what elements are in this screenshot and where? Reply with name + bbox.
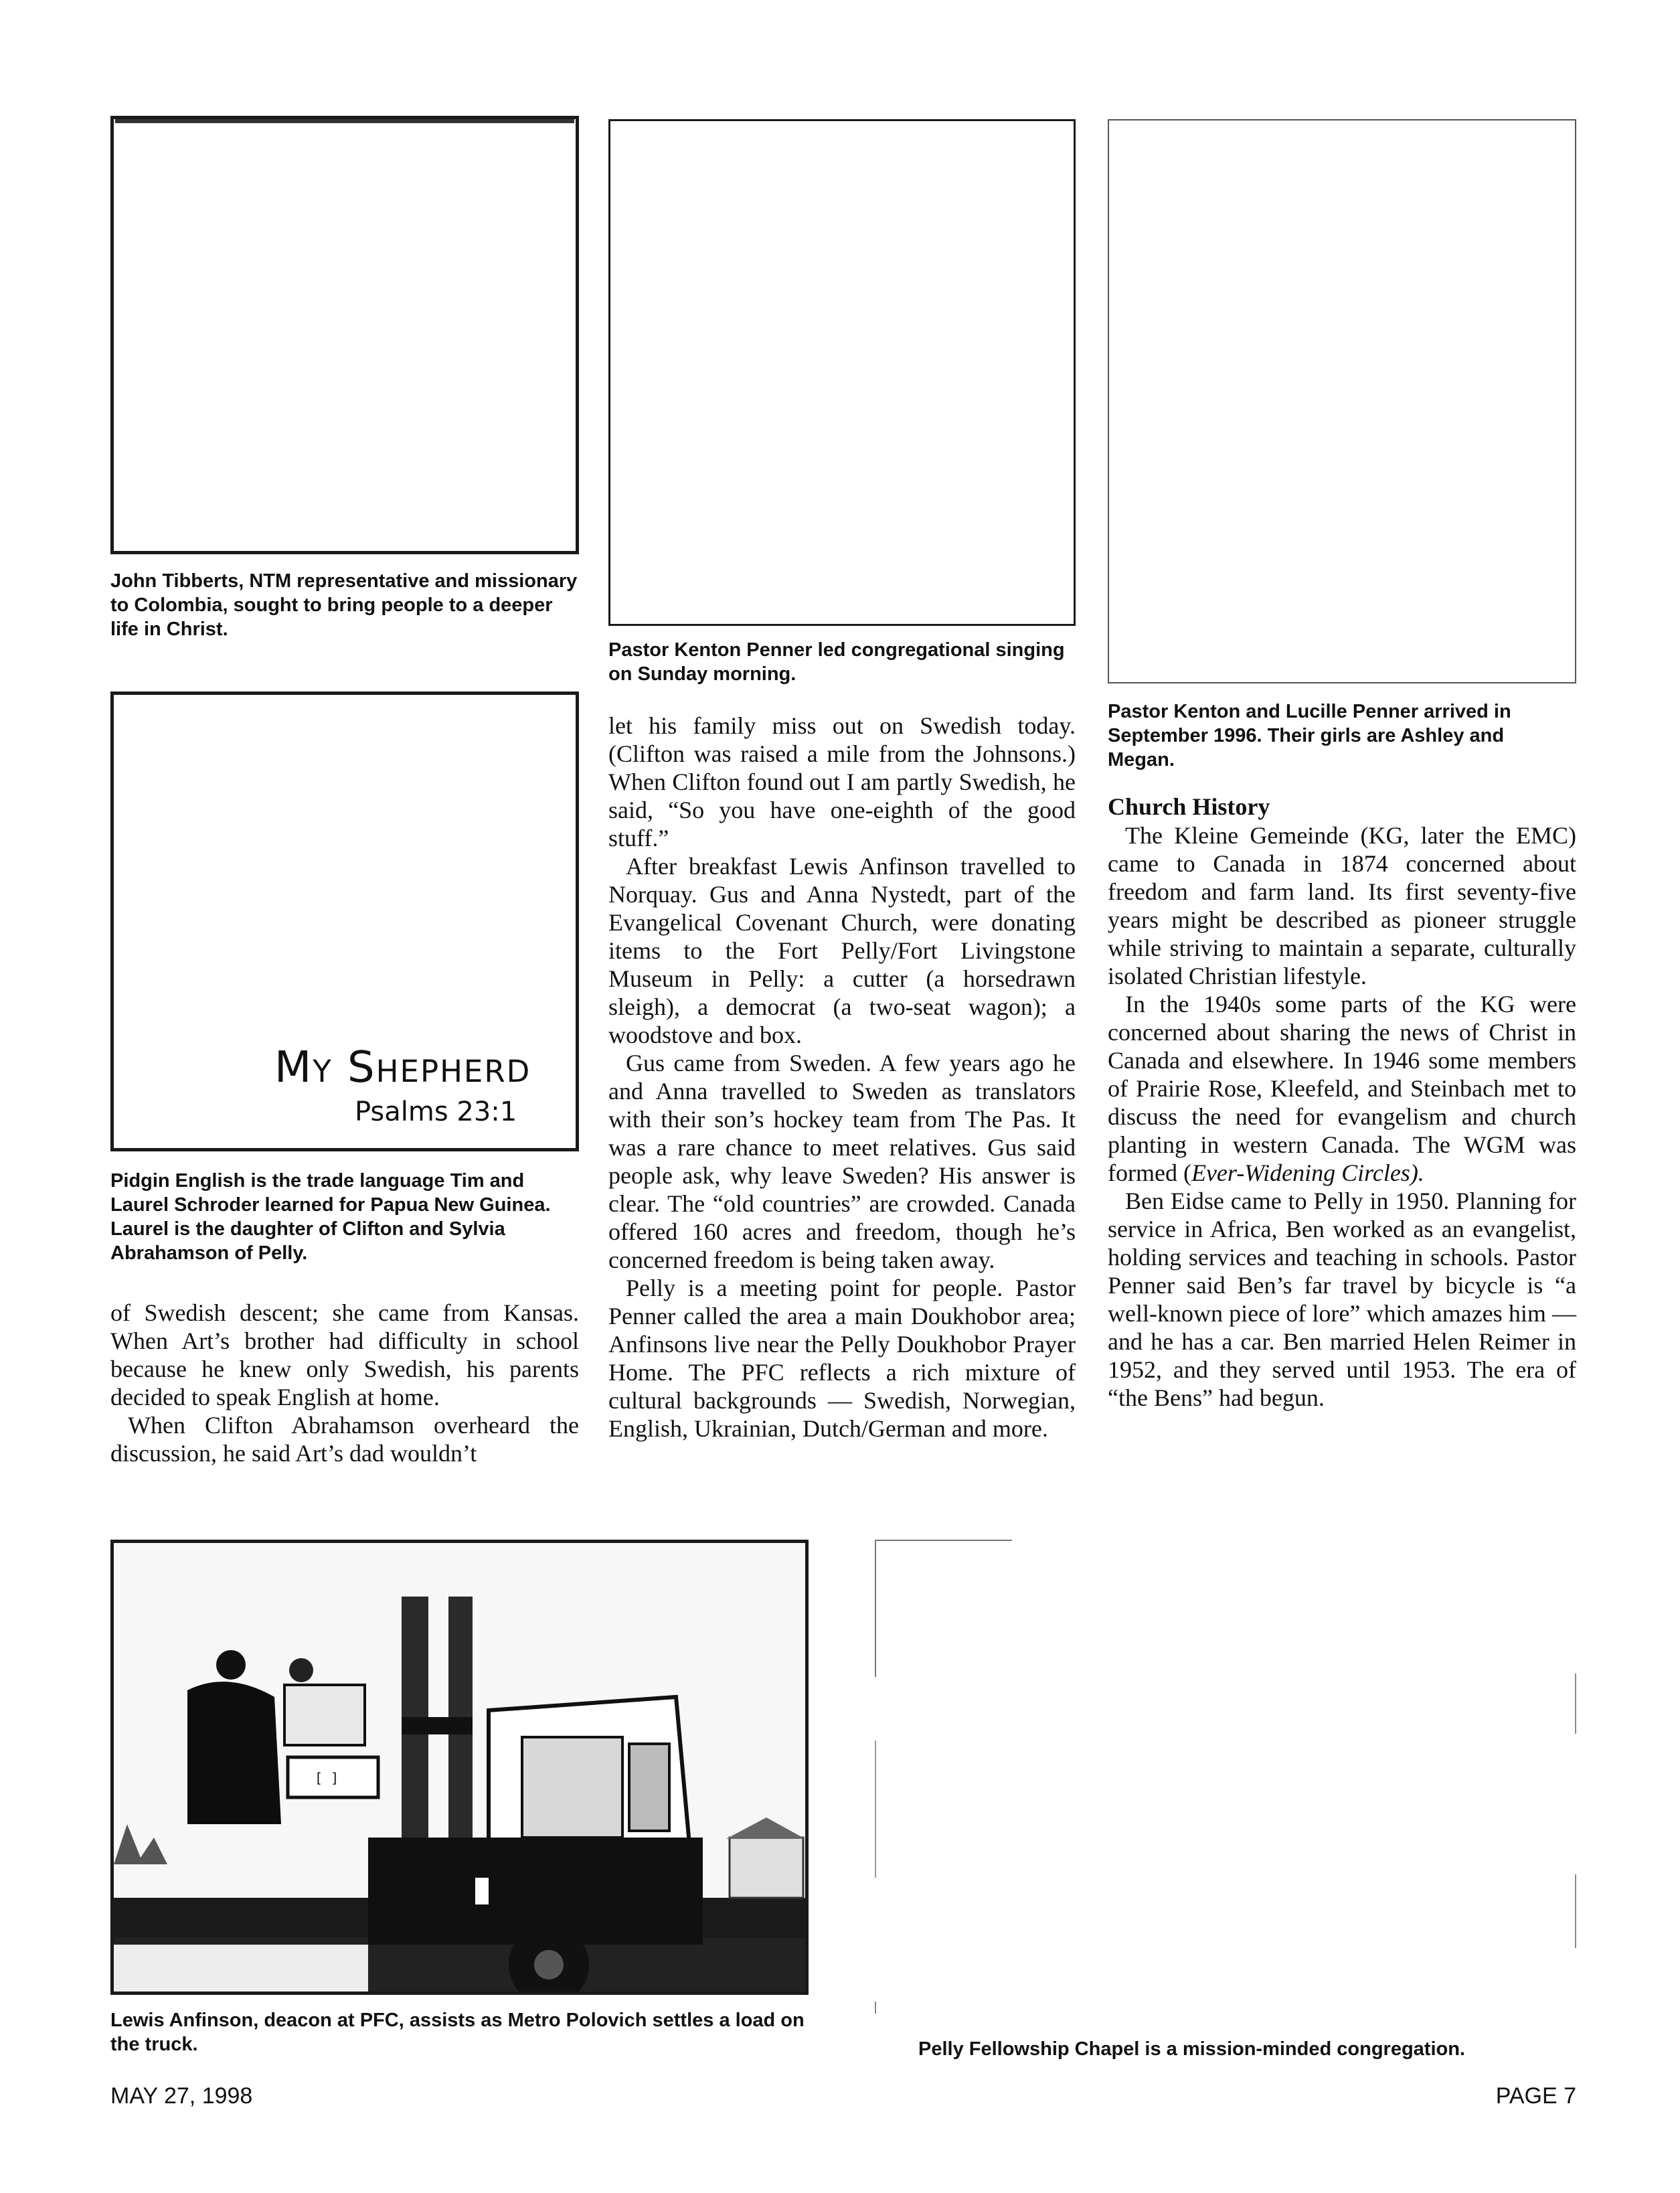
chapel-frame-right-lower	[1575, 1874, 1576, 1948]
col3-paragraph-wgm	[1108, 990, 1576, 1187]
worker-body	[187, 1682, 281, 1824]
col2-paragraph: let his family miss out on Swedish today. (Clifton was raised a mile from the Johnsons.) When Clifton found out I am partly Swedish, he said, “So you have one-eighth of the good stuff.”	[608, 712, 1076, 851]
chapel-frame-top	[875, 1540, 1012, 1541]
cab-window-frame	[629, 1744, 669, 1831]
col3-paragraph: The Kleine Gemeinde (KG, later the EMC) came to Canada in 1874 concerned about freedom and farm land. Its first seventy-five years might be described as pioneer struggle while striving to maintain a separate, culturally isolated Christian lifestyle.	[1108, 822, 1576, 989]
box-load	[284, 1685, 365, 1745]
col1-paragraph: of Swedish descent; she came from Kansas. When Art’s brother had difficulty in school because he knew only Swedish, his parents decided to speak English at home.	[110, 1299, 579, 1410]
caption-tibberts: John Tibberts, NTM representative and missionary to Colombia, sought to bring people to a deeper life in Christ.	[110, 570, 578, 640]
photo-scan-artifact	[115, 119, 574, 123]
article-column-1	[110, 1299, 579, 1467]
photo-penner-singing	[608, 119, 1076, 626]
photo-tibberts	[110, 116, 579, 554]
footer-date: MAY 27, 1998	[110, 2083, 253, 2109]
caption-penner-family: Pastor Kenton and Lucille Penner arrived in September 1996. Their girls are Ashley and Megan.	[1108, 701, 1511, 770]
truck-photo-illustration	[114, 1543, 805, 1992]
caption-pidgin: Pidgin English is the trade language Tim and Laurel Schroder learned for Papua New Guinea. Laurel is the daughter of Clifton and Sylvia Abrahamson of Pelly.	[110, 1170, 551, 1264]
photo-truck	[110, 1540, 809, 1995]
worker-head	[216, 1650, 246, 1680]
photo-chapel	[875, 1540, 1576, 2015]
cab-detail	[475, 1878, 489, 1904]
chapel-frame-right	[1575, 1674, 1576, 1734]
col3-p2-text: In the 1940s some parts of the KG were concerned about sharing the news of Christ in Canada and elsewhere. In 1946 some members of Prairie Rose, Kleefeld, and Steinbach met to discuss the need for evangelism and church planting in western Canada. The WGM was formed (	[1108, 991, 1576, 1186]
caption-chapel: Pelly Fellowship Chapel is a mission-minded congregation.	[918, 2038, 1465, 2060]
footer-page-number: PAGE 7	[1495, 2083, 1576, 2109]
section-heading-church-history: Church History	[1108, 793, 1270, 820]
forklift-crossbar	[402, 1717, 473, 1734]
col2-paragraph: After breakfast Lewis Anfinson travelled to Norquay. Gus and Anna Nystedt, part of the Evangelical Covenant Church, were donating items to the Fort Pelly/Fort Livingstone Museum in Pelly: a cutter (a horsedrawn sleigh), a democrat (a two-seat wagon); a woodstove and box.	[608, 853, 1076, 1048]
chapel-frame-left-lower	[875, 1740, 876, 1878]
article-column-2	[608, 712, 1076, 1443]
worker2-head	[289, 1658, 313, 1682]
handwriting-line2: Psalms 23:1	[355, 1096, 517, 1127]
col1-paragraph: When Clifton Abrahamson overheard the discussion, he said Art’s dad wouldn’t	[110, 1412, 579, 1467]
photo-pidgin	[110, 692, 579, 1151]
chapel-frame-tick	[875, 2002, 876, 2014]
chapel-frame-left	[875, 1540, 876, 1677]
crate-label: [ ]	[315, 1770, 339, 1786]
handwriting-line1: My Shepherd	[274, 1043, 531, 1092]
cab-window	[522, 1737, 622, 1838]
caption-truck: Lewis Anfinson, deacon at PFC, assists as Metro Polovich settles a load on the truck.	[110, 2010, 805, 2055]
photo-penner-family	[1108, 119, 1576, 683]
col2-paragraph: Gus came from Sweden. A few years ago he and Anna travelled to Sweden as translators with their son’s hockey team from The Pas. It was a rare chance to meet relatives. Gus said people ask, why leave Sweden? His answer is clear. The “old countries” are crowded. Canada offered 160 acres and freedom, though he’s concerned freedom is being taken away.	[608, 1050, 1076, 1273]
building	[730, 1838, 803, 1898]
caption-penner-singing: Pastor Kenton Penner led congregational singing on Sunday morning.	[608, 639, 1065, 685]
col2-paragraph: Pelly is a meeting point for people. Pastor Penner called the area a main Doukhobor area; Anfinsons live near the Pelly Doukhobor Prayer Home. The PFC reflects a rich mixture of cultural backgrounds — Swedish, Norwegian, English, Ukrainian, Dutch/German and more.	[608, 1275, 1076, 1442]
col3-p2-book-title: Ever-Widening Circles).	[1191, 1159, 1424, 1186]
wheel-hub	[534, 1950, 564, 1979]
article-column-3	[1108, 792, 1576, 1412]
col3-paragraph: Ben Eidse came to Pelly in 1950. Planning for service in Africa, Ben worked as an evangelist, holding services and teaching in schools. Pastor Penner said Ben’s far travel by bicycle is “a well-known piece of lore” which amazes him — and he has a car. Ben married Helen Reimer in 1952, and they served until 1953. The era of “the Bens” had begun.	[1108, 1188, 1576, 1411]
ground	[114, 1945, 368, 1992]
